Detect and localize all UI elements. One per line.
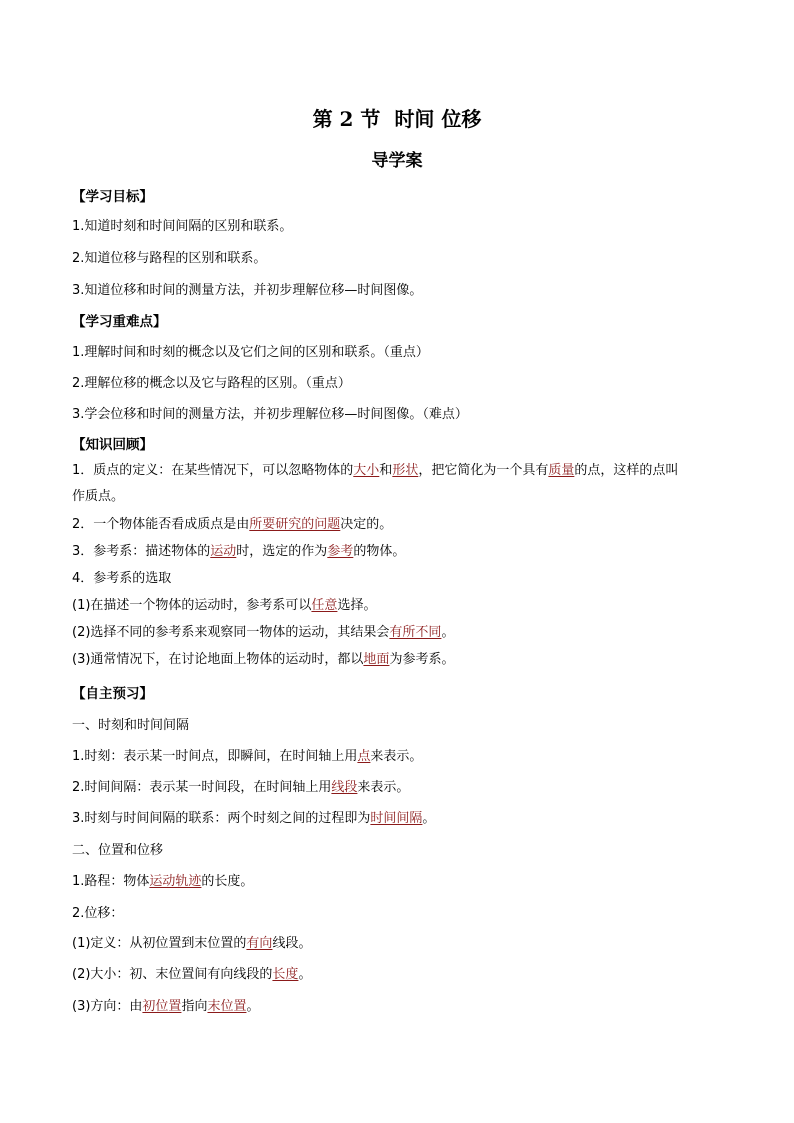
preview-line-8 [72,998,734,1016]
text-segment: 的点，这样的点叫 [574,463,679,478]
text-segment: 为参考系。 [389,652,455,667]
preview-section-1: 一、时刻和时间间隔 [72,718,190,733]
key-heading: 【学习重难点】 [72,314,167,330]
answer-highlight: 运动 [210,544,237,559]
answer-highlight: 地面 [363,652,390,667]
answer-highlight: 点 [357,749,371,764]
text-segment: 的长度。 [201,874,254,889]
preview-line-3 [72,810,734,828]
preview-line-2 [72,779,734,797]
preview-line-4 [72,873,734,891]
doc-title-section: 第 2 节 [312,107,381,131]
review-line-4: 4．参考系的选取 [72,571,172,586]
text-segment: 来表示。 [370,749,423,764]
text-segment: 来表示。 [357,780,410,795]
text-segment: 。 [298,967,312,982]
review-line-1 [72,462,734,480]
answer-highlight: 参考 [327,544,354,559]
goal-item-1: 1.知道时刻和时间间隔的区别和联系。 [72,219,293,234]
answer-highlight: 质量 [548,463,575,478]
goals-heading: 【学习目标】 [72,189,153,205]
text-segment: 1.路程：物体 [72,874,150,889]
preview-line-6 [72,935,734,953]
answer-highlight: 所要研究的问题 [249,517,341,532]
doc-title [0,103,794,132]
text-segment: 1.时刻：表示某一时间点，即瞬间，在时间轴上用 [72,749,358,764]
answer-highlight: 时间间隔 [370,811,423,826]
review-line-6 [72,624,734,642]
doc-subtitle: 导学案 [371,151,423,171]
text-segment: 。 [246,999,260,1014]
preview-heading: 【自主预习】 [72,686,153,702]
text-segment: 1．质点的定义：在某些情况下，可以忽略物体的 [72,463,354,478]
answer-highlight: 任意 [311,598,338,613]
answer-highlight: 有向 [246,936,273,951]
answer-highlight: 长度 [272,967,299,982]
doc-title-topic: 时间 位移 [394,107,482,131]
preview-line-1 [72,748,734,766]
answer-highlight: 大小 [353,463,380,478]
text-segment: 指向 [181,999,208,1014]
text-segment: (1)定义：从初位置到末位置的 [72,936,247,951]
preview-line-5: 2.位移： [72,906,124,921]
text-segment: 时，选定的作为 [236,544,328,559]
review-line-3 [72,543,734,561]
answer-highlight: 线段 [331,780,358,795]
text-segment: 3.时刻与时间间隔的联系：两个时刻之间的过程即为 [72,811,371,826]
text-segment: 。 [441,625,455,640]
answer-highlight: 有所不同 [389,625,442,640]
text-segment: 。 [422,811,436,826]
text-segment: 和 [379,463,393,478]
review-line-7 [72,651,734,669]
key-item-1: 1.理解时间和时刻的概念以及它们之间的区别和联系。（重点） [72,345,429,360]
answer-highlight: 运动轨迹 [149,874,202,889]
review-heading: 【知识回顾】 [72,437,153,453]
text-segment: (3)方向：由 [72,999,143,1014]
key-item-3: 3.学会位移和时间的测量方法，并初步理解位移—时间图像。（难点） [72,407,468,422]
text-segment: 2.时间间隔：表示某一时间段，在时间轴上用 [72,780,332,795]
review-line-1-cont: 作质点。 [72,489,125,504]
review-line-2 [72,516,734,534]
answer-highlight: 末位置 [207,999,247,1014]
text-segment: 的物体。 [353,544,406,559]
answer-highlight: 形状 [392,463,419,478]
key-item-2: 2.理解位移的概念以及它与路程的区别。（重点） [72,376,351,391]
text-segment: 2．一个物体能否看成质点是由 [72,517,250,532]
goal-item-3: 3.知道位移和时间的测量方法，并初步理解位移—时间图像。 [72,283,423,298]
text-segment: 决定的。 [340,517,393,532]
text-segment: (3)通常情况下，在讨论地面上物体的运动时，都以 [72,652,364,667]
preview-section-2: 二、位置和位移 [72,843,164,858]
text-segment: (2)大小：初、末位置间有向线段的 [72,967,273,982]
text-segment: (1)在描述一个物体的运动时，参考系可以 [72,598,312,613]
text-segment: 选择。 [337,598,377,613]
answer-highlight: 初位置 [142,999,182,1014]
review-line-5 [72,597,734,615]
goal-item-2: 2.知道位移与路程的区别和联系。 [72,251,267,266]
text-segment: ，把它简化为一个具有 [418,463,549,478]
preview-line-7 [72,966,734,984]
text-segment: 3．参考系：描述物体的 [72,544,211,559]
text-segment: 线段。 [272,936,312,951]
text-segment: (2)选择不同的参考系来观察同一物体的运动，其结果会 [72,625,390,640]
